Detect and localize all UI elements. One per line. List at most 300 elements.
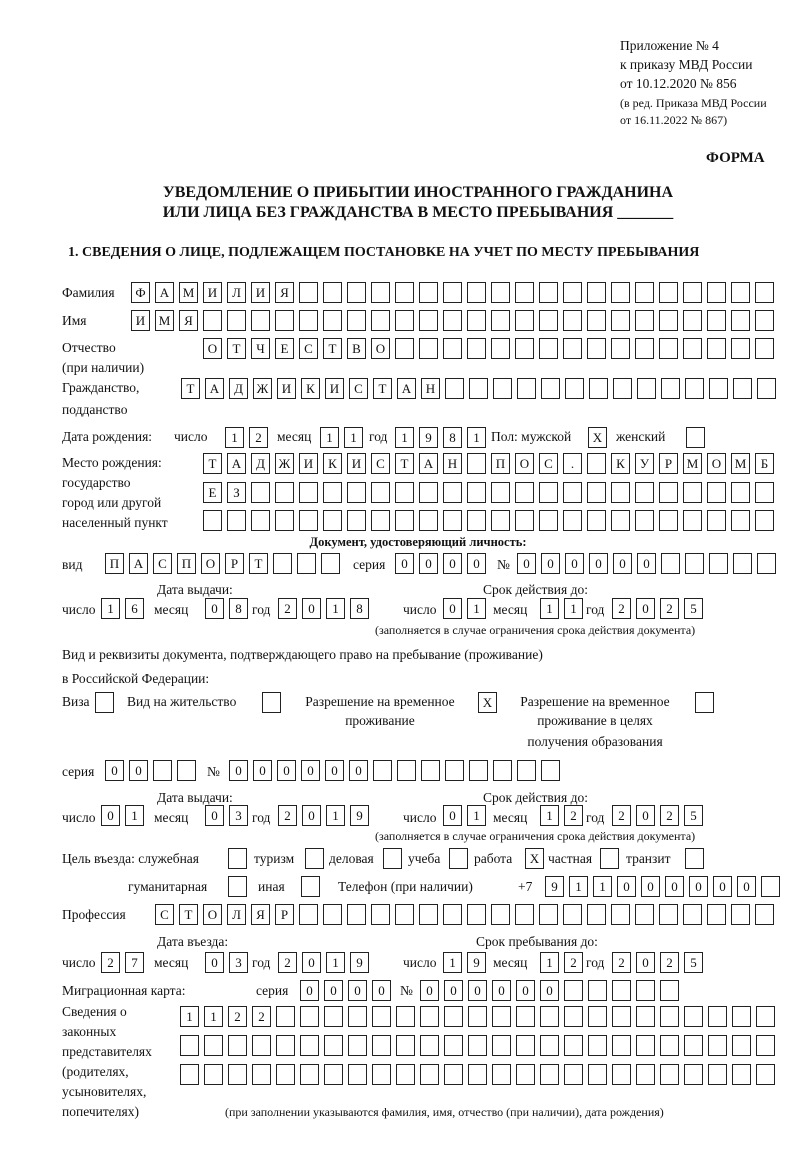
field-name-cell[interactable] (491, 310, 510, 331)
field-rep2-cell[interactable] (276, 1035, 295, 1056)
field-doc-number-cell[interactable] (709, 553, 728, 574)
field-rep1-cell[interactable]: 1 (204, 1006, 223, 1027)
field-name-cell[interactable] (323, 310, 342, 331)
field-doc-issue-year-cell[interactable]: 0 (302, 598, 321, 619)
field-doc-series-cell[interactable]: 0 (395, 553, 414, 574)
field-entry-year-cell[interactable]: 2 (278, 952, 297, 973)
field-right-number-cell[interactable] (541, 760, 560, 781)
field-birthplace1-cell[interactable]: И (347, 453, 366, 474)
field-patronymic-cell[interactable] (467, 338, 486, 359)
field-right-number-cell[interactable]: 0 (277, 760, 296, 781)
field-rep3-cell[interactable] (372, 1064, 391, 1085)
field-citizenship-cell[interactable] (445, 378, 464, 399)
field-doc-kind-cell[interactable] (321, 553, 340, 574)
field-rep2-cell[interactable] (756, 1035, 775, 1056)
field-rep3-cell[interactable] (660, 1064, 679, 1085)
field-dob-year-cell[interactable]: 8 (443, 427, 462, 448)
field-right-valid-year-cell[interactable]: 2 (660, 805, 679, 826)
field-patronymic-cell[interactable]: О (371, 338, 390, 359)
field-name-cell[interactable] (683, 310, 702, 331)
field-surname-cell[interactable]: Л (227, 282, 246, 303)
field-stay-day-cell[interactable]: 1 (443, 952, 462, 973)
field-residence-cell[interactable] (262, 692, 281, 713)
field-rep1-cell[interactable] (540, 1006, 559, 1027)
field-mig-series-cell[interactable]: 0 (324, 980, 343, 1001)
field-doc-issue-year-cell[interactable]: 2 (278, 598, 297, 619)
field-dob-year-cell[interactable]: 1 (467, 427, 486, 448)
field-rep2-cell[interactable] (252, 1035, 271, 1056)
field-surname-cell[interactable]: А (155, 282, 174, 303)
field-citizenship-cell[interactable] (733, 378, 752, 399)
field-patronymic-cell[interactable] (539, 338, 558, 359)
field-stay-day-cell[interactable]: 9 (467, 952, 486, 973)
field-mig-number-cell[interactable]: 0 (468, 980, 487, 1001)
field-temp-permit-cell[interactable]: X (478, 692, 497, 713)
field-profession-cell[interactable] (443, 904, 462, 925)
field-doc-number-cell[interactable]: 0 (589, 553, 608, 574)
field-birthplace1-cell[interactable]: М (683, 453, 702, 474)
field-birthplace3-cell[interactable] (299, 510, 318, 531)
field-profession-cell[interactable] (731, 904, 750, 925)
field-rep2-cell[interactable] (204, 1035, 223, 1056)
field-birthplace2-cell[interactable] (683, 482, 702, 503)
field-right-valid-year-cell[interactable]: 5 (684, 805, 703, 826)
field-doc-kind-cell[interactable]: Т (249, 553, 268, 574)
field-stay-year-cell[interactable]: 5 (684, 952, 703, 973)
field-rep2-cell[interactable] (708, 1035, 727, 1056)
field-rep3-cell[interactable] (516, 1064, 535, 1085)
field-rep2-cell[interactable] (636, 1035, 655, 1056)
field-phone-cell[interactable]: 9 (545, 876, 564, 897)
field-birthplace3-cell[interactable] (659, 510, 678, 531)
field-birthplace1-cell[interactable]: У (635, 453, 654, 474)
field-rep3-cell[interactable] (324, 1064, 343, 1085)
field-birthplace1-cell[interactable]: М (731, 453, 750, 474)
field-profession-cell[interactable]: Я (251, 904, 270, 925)
field-profession-cell[interactable] (539, 904, 558, 925)
field-mig-series-cell[interactable]: 0 (348, 980, 367, 1001)
field-rep1-cell[interactable] (516, 1006, 535, 1027)
field-rep1-cell[interactable] (588, 1006, 607, 1027)
field-profession-cell[interactable] (635, 904, 654, 925)
field-birthplace2-cell[interactable] (467, 482, 486, 503)
field-profession-cell[interactable]: Л (227, 904, 246, 925)
field-right-issue-year-cell[interactable]: 0 (302, 805, 321, 826)
field-rep1-cell[interactable]: 1 (180, 1006, 199, 1027)
field-profession-cell[interactable] (395, 904, 414, 925)
field-surname-cell[interactable] (755, 282, 774, 303)
field-right-number-cell[interactable]: 0 (349, 760, 368, 781)
field-birthplace1-cell[interactable]: А (419, 453, 438, 474)
field-citizenship-cell[interactable] (589, 378, 608, 399)
field-purpose-other-cell[interactable] (301, 876, 320, 897)
field-rep2-cell[interactable] (396, 1035, 415, 1056)
field-doc-number-cell[interactable]: 0 (637, 553, 656, 574)
field-profession-cell[interactable]: Р (275, 904, 294, 925)
field-patronymic-cell[interactable] (563, 338, 582, 359)
field-birthplace3-cell[interactable] (683, 510, 702, 531)
field-phone-cell[interactable]: 1 (593, 876, 612, 897)
field-surname-cell[interactable] (563, 282, 582, 303)
field-birthplace1-cell[interactable]: Т (203, 453, 222, 474)
field-patronymic-cell[interactable]: О (203, 338, 222, 359)
field-doc-number-cell[interactable] (661, 553, 680, 574)
field-name-cell[interactable] (563, 310, 582, 331)
field-birthplace3-cell[interactable] (539, 510, 558, 531)
field-right-number-cell[interactable]: 0 (301, 760, 320, 781)
field-rep1-cell[interactable] (348, 1006, 367, 1027)
field-doc-kind-cell[interactable] (297, 553, 316, 574)
field-phone-cell[interactable] (761, 876, 780, 897)
field-surname-cell[interactable] (419, 282, 438, 303)
field-right-valid-month-cell[interactable]: 2 (564, 805, 583, 826)
field-birthplace2-cell[interactable] (587, 482, 606, 503)
field-rep2-cell[interactable] (348, 1035, 367, 1056)
field-dob-year-cell[interactable]: 1 (395, 427, 414, 448)
field-mig-number-cell[interactable] (564, 980, 583, 1001)
field-birthplace2-cell[interactable] (755, 482, 774, 503)
field-profession-cell[interactable]: О (203, 904, 222, 925)
field-surname-cell[interactable] (731, 282, 750, 303)
field-rep3-cell[interactable] (588, 1064, 607, 1085)
field-surname-cell[interactable]: И (203, 282, 222, 303)
field-right-issue-day-cell[interactable]: 0 (101, 805, 120, 826)
field-citizenship-cell[interactable]: И (325, 378, 344, 399)
field-right-number-cell[interactable]: 0 (229, 760, 248, 781)
field-name-cell[interactable] (467, 310, 486, 331)
field-stay-year-cell[interactable]: 2 (660, 952, 679, 973)
field-birthplace1-cell[interactable]: А (227, 453, 246, 474)
field-birthplace1-cell[interactable]: Ж (275, 453, 294, 474)
field-rep2-cell[interactable] (492, 1035, 511, 1056)
field-birthplace2-cell[interactable] (563, 482, 582, 503)
field-phone-cell[interactable]: 0 (737, 876, 756, 897)
field-birthplace2-cell[interactable] (251, 482, 270, 503)
field-doc-issue-month-cell[interactable]: 8 (229, 598, 248, 619)
field-surname-cell[interactable] (467, 282, 486, 303)
field-right-number-cell[interactable]: 0 (325, 760, 344, 781)
field-surname-cell[interactable]: М (179, 282, 198, 303)
field-mig-number-cell[interactable]: 0 (444, 980, 463, 1001)
field-rep1-cell[interactable] (300, 1006, 319, 1027)
field-profession-cell[interactable]: С (155, 904, 174, 925)
field-citizenship-cell[interactable] (517, 378, 536, 399)
field-mig-series-cell[interactable]: 0 (372, 980, 391, 1001)
field-birthplace1-cell[interactable]: Р (659, 453, 678, 474)
field-dob-month-cell[interactable]: 1 (320, 427, 339, 448)
field-birthplace3-cell[interactable] (707, 510, 726, 531)
field-birthplace2-cell[interactable] (395, 482, 414, 503)
field-birthplace2-cell[interactable] (371, 482, 390, 503)
field-mig-number-cell[interactable]: 0 (420, 980, 439, 1001)
field-phone-cell[interactable]: 0 (665, 876, 684, 897)
field-surname-cell[interactable] (707, 282, 726, 303)
field-doc-kind-cell[interactable]: П (177, 553, 196, 574)
field-citizenship-cell[interactable] (493, 378, 512, 399)
field-entry-year-cell[interactable]: 1 (326, 952, 345, 973)
field-rep3-cell[interactable] (540, 1064, 559, 1085)
field-right-number-cell[interactable] (493, 760, 512, 781)
field-birthplace1-cell[interactable]: О (707, 453, 726, 474)
field-rep3-cell[interactable] (684, 1064, 703, 1085)
field-mig-number-cell[interactable] (660, 980, 679, 1001)
field-name-cell[interactable] (299, 310, 318, 331)
field-rep2-cell[interactable] (564, 1035, 583, 1056)
field-rep2-cell[interactable] (444, 1035, 463, 1056)
field-patronymic-cell[interactable] (731, 338, 750, 359)
field-name-cell[interactable]: Я (179, 310, 198, 331)
field-rep1-cell[interactable] (708, 1006, 727, 1027)
field-birthplace2-cell[interactable] (419, 482, 438, 503)
field-surname-cell[interactable] (587, 282, 606, 303)
field-profession-cell[interactable] (299, 904, 318, 925)
field-citizenship-cell[interactable] (637, 378, 656, 399)
field-visa-cell[interactable] (95, 692, 114, 713)
field-right-issue-year-cell[interactable]: 9 (350, 805, 369, 826)
field-birthplace2-cell[interactable]: Е (203, 482, 222, 503)
field-birthplace3-cell[interactable] (395, 510, 414, 531)
field-rep3-cell[interactable] (564, 1064, 583, 1085)
field-rep3-cell[interactable] (492, 1064, 511, 1085)
field-patronymic-cell[interactable] (635, 338, 654, 359)
field-name-cell[interactable] (395, 310, 414, 331)
field-birthplace1-cell[interactable]: К (611, 453, 630, 474)
field-rep2-cell[interactable] (180, 1035, 199, 1056)
field-name-cell[interactable] (539, 310, 558, 331)
field-surname-cell[interactable] (539, 282, 558, 303)
field-right-series-cell[interactable] (177, 760, 196, 781)
field-birthplace3-cell[interactable] (467, 510, 486, 531)
field-right-number-cell[interactable] (373, 760, 392, 781)
field-rep2-cell[interactable] (372, 1035, 391, 1056)
field-profession-cell[interactable] (491, 904, 510, 925)
field-rep3-cell[interactable] (300, 1064, 319, 1085)
field-surname-cell[interactable] (635, 282, 654, 303)
field-rep3-cell[interactable] (732, 1064, 751, 1085)
field-right-series-cell[interactable]: 0 (129, 760, 148, 781)
field-surname-cell[interactable] (659, 282, 678, 303)
field-rep1-cell[interactable] (684, 1006, 703, 1027)
field-name-cell[interactable] (227, 310, 246, 331)
field-birthplace3-cell[interactable] (419, 510, 438, 531)
field-rep2-cell[interactable] (540, 1035, 559, 1056)
field-citizenship-cell[interactable]: Д (229, 378, 248, 399)
field-patronymic-cell[interactable] (491, 338, 510, 359)
field-mig-number-cell[interactable]: 0 (492, 980, 511, 1001)
field-purpose-private-cell[interactable] (600, 848, 619, 869)
field-profession-cell[interactable] (347, 904, 366, 925)
field-birthplace3-cell[interactable] (611, 510, 630, 531)
field-rep3-cell[interactable] (708, 1064, 727, 1085)
field-surname-cell[interactable] (683, 282, 702, 303)
field-rep1-cell[interactable] (564, 1006, 583, 1027)
field-name-cell[interactable] (443, 310, 462, 331)
field-doc-number-cell[interactable] (757, 553, 776, 574)
field-entry-month-cell[interactable]: 3 (229, 952, 248, 973)
field-profession-cell[interactable] (683, 904, 702, 925)
field-right-valid-day-cell[interactable]: 1 (467, 805, 486, 826)
field-name-cell[interactable] (731, 310, 750, 331)
field-citizenship-cell[interactable]: С (349, 378, 368, 399)
field-citizenship-cell[interactable] (709, 378, 728, 399)
field-right-number-cell[interactable] (421, 760, 440, 781)
field-birthplace3-cell[interactable] (251, 510, 270, 531)
field-doc-series-cell[interactable]: 0 (467, 553, 486, 574)
field-rep2-cell[interactable] (468, 1035, 487, 1056)
field-birthplace3-cell[interactable] (371, 510, 390, 531)
field-rep3-cell[interactable] (420, 1064, 439, 1085)
field-doc-number-cell[interactable]: 0 (517, 553, 536, 574)
field-birthplace3-cell[interactable] (275, 510, 294, 531)
field-purpose-tourism-cell[interactable] (305, 848, 324, 869)
field-citizenship-cell[interactable] (685, 378, 704, 399)
field-mig-number-cell[interactable]: 0 (540, 980, 559, 1001)
field-rep3-cell[interactable] (468, 1064, 487, 1085)
field-profession-cell[interactable] (323, 904, 342, 925)
field-patronymic-cell[interactable]: Ч (251, 338, 270, 359)
field-rep3-cell[interactable] (228, 1064, 247, 1085)
field-name-cell[interactable] (251, 310, 270, 331)
field-doc-valid-day-cell[interactable]: 1 (467, 598, 486, 619)
field-patronymic-cell[interactable] (659, 338, 678, 359)
field-entry-day-cell[interactable]: 2 (101, 952, 120, 973)
field-rep1-cell[interactable] (732, 1006, 751, 1027)
field-purpose-study-cell[interactable] (449, 848, 468, 869)
field-name-cell[interactable]: И (131, 310, 150, 331)
field-rep2-cell[interactable] (684, 1035, 703, 1056)
field-name-cell[interactable] (659, 310, 678, 331)
field-doc-number-cell[interactable] (733, 553, 752, 574)
field-doc-issue-year-cell[interactable]: 8 (350, 598, 369, 619)
field-citizenship-cell[interactable]: Т (373, 378, 392, 399)
field-rep3-cell[interactable] (204, 1064, 223, 1085)
field-surname-cell[interactable] (443, 282, 462, 303)
field-birthplace2-cell[interactable] (443, 482, 462, 503)
field-patronymic-cell[interactable] (515, 338, 534, 359)
field-birthplace1-cell[interactable]: С (539, 453, 558, 474)
field-patronymic-cell[interactable] (611, 338, 630, 359)
field-surname-cell[interactable] (371, 282, 390, 303)
field-birthplace3-cell[interactable] (227, 510, 246, 531)
field-rep3-cell[interactable] (444, 1064, 463, 1085)
field-rep2-cell[interactable] (660, 1035, 679, 1056)
field-doc-valid-year-cell[interactable]: 0 (636, 598, 655, 619)
field-rep1-cell[interactable] (612, 1006, 631, 1027)
field-birthplace3-cell[interactable] (443, 510, 462, 531)
field-profession-cell[interactable] (611, 904, 630, 925)
field-surname-cell[interactable]: Ф (131, 282, 150, 303)
field-surname-cell[interactable] (299, 282, 318, 303)
field-surname-cell[interactable] (611, 282, 630, 303)
field-profession-cell[interactable] (419, 904, 438, 925)
field-name-cell[interactable] (347, 310, 366, 331)
field-rep2-cell[interactable] (228, 1035, 247, 1056)
field-birthplace3-cell[interactable] (635, 510, 654, 531)
field-name-cell[interactable] (275, 310, 294, 331)
field-purpose-service-cell[interactable] (228, 848, 247, 869)
field-rep3-cell[interactable] (756, 1064, 775, 1085)
field-stay-month-cell[interactable]: 1 (540, 952, 559, 973)
field-birthplace1-cell[interactable]: С (371, 453, 390, 474)
field-doc-issue-year-cell[interactable]: 1 (326, 598, 345, 619)
field-right-issue-year-cell[interactable]: 1 (326, 805, 345, 826)
field-birthplace2-cell[interactable] (539, 482, 558, 503)
field-birthplace1-cell[interactable]: Д (251, 453, 270, 474)
field-rep2-cell[interactable] (612, 1035, 631, 1056)
field-phone-cell[interactable]: 0 (689, 876, 708, 897)
field-birthplace3-cell[interactable] (563, 510, 582, 531)
field-mig-number-cell[interactable] (588, 980, 607, 1001)
field-doc-valid-month-cell[interactable]: 1 (540, 598, 559, 619)
field-rep2-cell[interactable] (324, 1035, 343, 1056)
field-birthplace1-cell[interactable]: Б (755, 453, 774, 474)
field-entry-day-cell[interactable]: 7 (125, 952, 144, 973)
field-birthplace3-cell[interactable] (491, 510, 510, 531)
field-name-cell[interactable] (419, 310, 438, 331)
field-birthplace2-cell[interactable] (659, 482, 678, 503)
field-right-valid-year-cell[interactable]: 2 (612, 805, 631, 826)
field-rep1-cell[interactable] (396, 1006, 415, 1027)
field-right-number-cell[interactable] (469, 760, 488, 781)
field-right-number-cell[interactable] (397, 760, 416, 781)
field-birthplace1-cell[interactable]: . (563, 453, 582, 474)
field-birthplace1-cell[interactable]: И (299, 453, 318, 474)
field-rep1-cell[interactable] (444, 1006, 463, 1027)
field-citizenship-cell[interactable] (757, 378, 776, 399)
field-patronymic-cell[interactable] (587, 338, 606, 359)
field-doc-kind-cell[interactable]: А (129, 553, 148, 574)
field-rep2-cell[interactable] (300, 1035, 319, 1056)
field-doc-valid-year-cell[interactable]: 5 (684, 598, 703, 619)
field-birthplace3-cell[interactable] (347, 510, 366, 531)
field-rep1-cell[interactable] (468, 1006, 487, 1027)
field-name-cell[interactable] (635, 310, 654, 331)
field-doc-series-cell[interactable]: 0 (443, 553, 462, 574)
field-patronymic-cell[interactable]: Е (275, 338, 294, 359)
field-doc-kind-cell[interactable]: Р (225, 553, 244, 574)
field-birthplace2-cell[interactable] (707, 482, 726, 503)
field-rep2-cell[interactable] (420, 1035, 439, 1056)
field-rep3-cell[interactable] (348, 1064, 367, 1085)
field-temp-permit-edu-cell[interactable] (695, 692, 714, 713)
field-rep1-cell[interactable] (324, 1006, 343, 1027)
field-surname-cell[interactable]: И (251, 282, 270, 303)
field-stay-month-cell[interactable]: 2 (564, 952, 583, 973)
field-phone-cell[interactable]: 1 (569, 876, 588, 897)
field-profession-cell[interactable] (587, 904, 606, 925)
field-purpose-business-cell[interactable] (383, 848, 402, 869)
field-rep1-cell[interactable] (636, 1006, 655, 1027)
field-right-valid-year-cell[interactable]: 0 (636, 805, 655, 826)
field-profession-cell[interactable] (467, 904, 486, 925)
field-birthplace1-cell[interactable]: О (515, 453, 534, 474)
field-phone-cell[interactable]: 0 (713, 876, 732, 897)
field-citizenship-cell[interactable] (469, 378, 488, 399)
field-surname-cell[interactable] (347, 282, 366, 303)
field-patronymic-cell[interactable]: В (347, 338, 366, 359)
field-citizenship-cell[interactable]: К (301, 378, 320, 399)
field-birthplace1-cell[interactable]: Т (395, 453, 414, 474)
field-patronymic-cell[interactable] (419, 338, 438, 359)
field-right-valid-month-cell[interactable]: 1 (540, 805, 559, 826)
field-patronymic-cell[interactable]: Т (323, 338, 342, 359)
field-rep2-cell[interactable] (732, 1035, 751, 1056)
field-patronymic-cell[interactable] (683, 338, 702, 359)
field-doc-kind-cell[interactable]: С (153, 553, 172, 574)
field-doc-kind-cell[interactable]: П (105, 553, 124, 574)
field-rep1-cell[interactable] (372, 1006, 391, 1027)
field-right-number-cell[interactable] (445, 760, 464, 781)
